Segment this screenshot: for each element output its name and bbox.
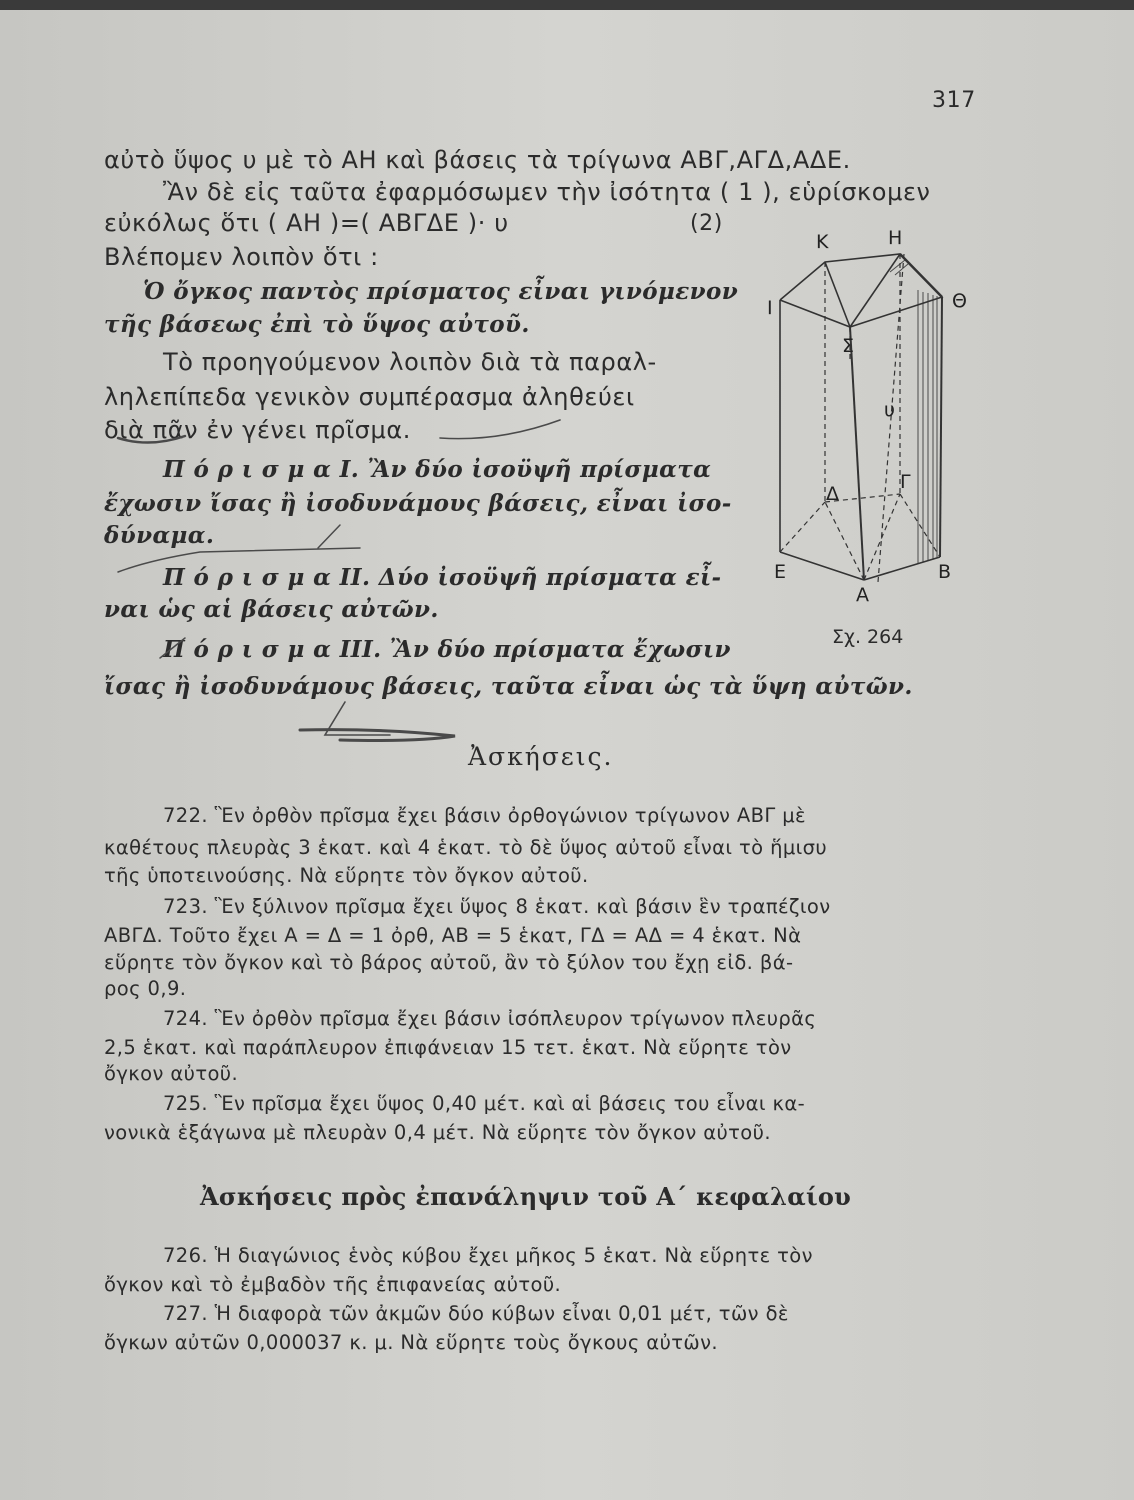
exercise-line: τῆς ὑποτεινούσης. Νὰ εὕρητε τὸν ὄγκον αὐτοῦ. — [104, 864, 589, 887]
exercise-line: 2,5 ἑκατ. καὶ παράπλευρον ἐπιφάνειαν 15 τετ. ἑκατ. Νὰ εὕρητε τὸν — [104, 1036, 792, 1059]
corollary-line: Π ό ρ ι σ μ α ΙΙ. Δύο ἰσοϋψῆ πρίσματα εἶ- — [163, 564, 722, 591]
label-Gamma: Γ — [900, 471, 911, 493]
exercise-line: 723. Ἓν ξύλινον πρῖσμα ἔχει ὕψος 8 ἑκατ. καὶ βάσιν ἓν τραπέζιον — [163, 895, 831, 918]
label-E: Ε — [774, 561, 787, 583]
scan-top-edge — [0, 0, 1134, 10]
theorem-line: Ὁ ὄγκος παντὸς πρίσματος εἶναι γινόμενον — [143, 278, 739, 305]
review-heading: Ἀσκήσεις πρὸς ἐπανάληψιν τοῦ Α΄ κεφαλαίου — [200, 1182, 852, 1211]
label-B: Β — [938, 561, 952, 583]
exercise-line: εὕρητε τὸν ὄγκον καὶ τὸ βάρος αὐτοῦ, ἂν τὸ ξύλον του ἔχῃ εἰδ. βά- — [104, 951, 794, 974]
label-I: Ι — [767, 297, 773, 319]
exercise-line: ΑΒΓΔ. Τοῦτο ἔχει Α = Δ = 1 ὀρθ, ΑΒ = 5 ἑκατ, ΓΔ = ΑΔ = 4 ἑκατ. Νὰ — [104, 924, 802, 947]
prism-figure — [760, 212, 980, 612]
exercise-line: 722. Ἓν ὀρθὸν πρῖσμα ἔχει βάσιν ὀρθογώνιον τρίγωνον ΑΒΓ μὲ — [163, 804, 806, 827]
corollary-line: Π ό ρ ι σ μ α ΙΙΙ. Ἂν δύο πρίσματα ἔχωσιν — [163, 636, 731, 663]
label-Sigma: Σ — [842, 335, 855, 357]
theorem-line: τῆς βάσεως ἐπὶ τὸ ὕψος αὐτοῦ. — [104, 311, 530, 338]
exercise-line: 724. Ἓν ὀρθὸν πρῖσμα ἔχει βάσιν ἰσόπλευρον τρίγωνον πλευρᾶς — [163, 1007, 817, 1030]
review-line: 727. Ἡ διαφορὰ τῶν ἀκμῶν δύο κύβων εἶναι 0,01 μέτ, τῶν δὲ — [163, 1302, 789, 1325]
label-H: Η — [888, 227, 903, 249]
exercise-line: καθέτους πλευρὰς 3 ἑκατ. καὶ 4 ἑκατ. τὸ δὲ ὕψος αὐτοῦ εἶναι τὸ ἥμισυ — [104, 836, 828, 859]
text-line: αὐτὸ ὕψος υ μὲ τὸ ΑΗ καὶ βάσεις τὰ τρίγωνα ΑΒΓ,ΑΓΔ,ΑΔΕ. — [104, 146, 851, 174]
exercise-line: 725. Ἓν πρῖσμα ἔχει ὕψος 0,40 μέτ. καὶ αἱ βάσεις του εἶναι κα- — [163, 1092, 806, 1115]
label-upsilon: υ — [884, 399, 895, 421]
text-line: εὐκόλως ὅτι ( ΑΗ )=( ΑΒΓΔΕ )· υ — [104, 209, 509, 237]
exercise-line: νονικὰ ἑξάγωνα μὲ πλευρὰν 0,4 μέτ. Νὰ εὕρητε τὸν ὄγκον αὐτοῦ. — [104, 1121, 771, 1144]
review-line: 726. Ἡ διαγώνιος ἑνὸς κύβου ἔχει μῆκος 5 ἑκατ. Νὰ εὕρητε τὸν — [163, 1244, 813, 1267]
page-number: 317 — [932, 88, 976, 113]
text-line: Τὸ προηγούμενον λοιπὸν διὰ τὰ παραλ- — [163, 348, 657, 376]
exercise-line: ὄγκον αὐτοῦ. — [104, 1062, 239, 1085]
corollary-line: δύναμα. — [104, 522, 215, 549]
text-line: διὰ πᾶν ἐν γένει πρῖσμα. — [104, 416, 412, 444]
figure-caption: Σχ. 264 — [832, 626, 904, 648]
corollary-line: Π ό ρ ι σ μ α Ι. Ἂν δύο ἰσοϋψῆ πρίσματα — [163, 456, 712, 483]
corollary-line: ἔχωσιν ἴσας ἢ ἰσοδυνάμους βάσεις, εἶναι ἰσο- — [104, 490, 732, 517]
label-Delta: Δ — [826, 483, 839, 505]
corollary-line: ἴσας ἢ ἰσοδυνάμους βάσεις, ταῦτα εἶναι ὡς τὰ ὕψη αὐτῶν. — [104, 673, 913, 700]
review-line: ὄγκων αὐτῶν 0,000037 κ. μ. Νὰ εὕρητε τοὺς ὄγκους αὐτῶν. — [104, 1331, 719, 1354]
equation-number: (2) — [690, 211, 723, 236]
label-K: Κ — [816, 231, 829, 253]
text-line: Ἂν δὲ εἰς ταῦτα ἐφαρμόσωμεν τὴν ἰσότητα ( 1 ), εὑρίσκομεν — [163, 178, 931, 206]
label-Theta: Θ — [952, 290, 967, 312]
label-A: Α — [856, 584, 869, 606]
review-line: ὄγκον καὶ τὸ ἐμβαδὸν τῆς ἐπιφανείας αὐτοῦ. — [104, 1273, 562, 1296]
exercises-heading: Ἀσκήσεις. — [468, 742, 614, 771]
text-line: ληλεπίπεδα γενικὸν συμπέρασμα ἀληθεύει — [104, 383, 635, 411]
text-line: Βλέπομεν λοιπὸν ὅτι : — [104, 243, 379, 271]
corollary-line: ναι ὡς αἱ βάσεις αὐτῶν. — [104, 596, 439, 623]
exercise-line: ρος 0,9. — [104, 977, 187, 1000]
